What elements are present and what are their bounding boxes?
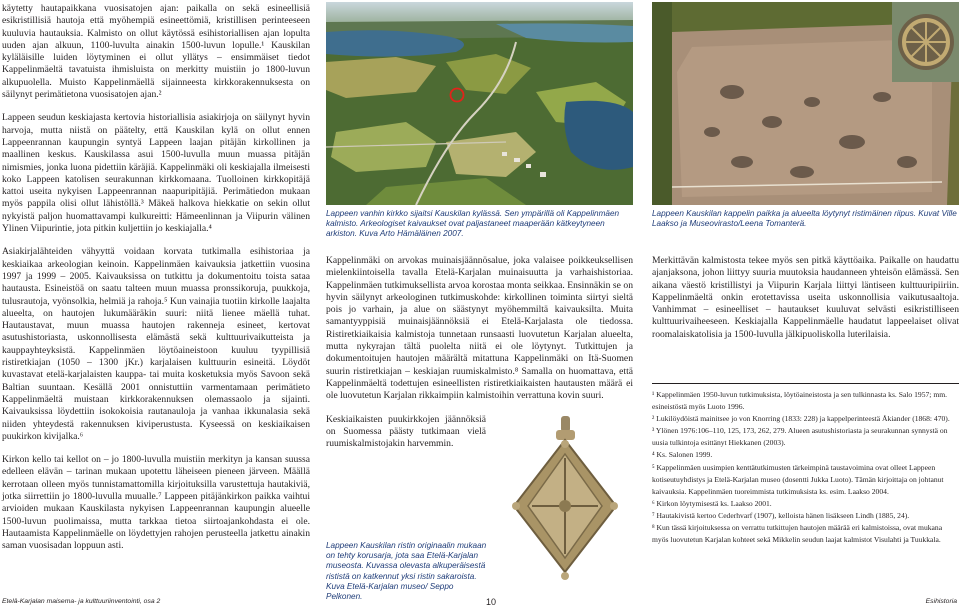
footer-publication-title: Etelä-Karjalan maisema- ja kulttuuriinventointi, osa 2 — [2, 598, 161, 605]
paragraph: Merkittävän kalmistosta tekee myös sen pitkä käyttöaika. Paikalle on haudattu ajanjaksona, johon liittyy suuria muutoksia haudanneen yhteisön elämässä. Sen aikana väestö kristillistyi ja Viipurin Karjala liittyi läntiseen kulttuuripiiriin. Kappelinmäeltä onkin erotettavissa useita uskonnollisia vaikutusaaltoja. Vanhimmat – esineelliset – hautaukset kuuluvat selvästi esikristilliseen kulttuurivaiheeseen. Keskiajalla Kappelinmäelle haudatut lappeelaiset olivat roomalaiskatolisia ja 1500-luvulla jälkipuoliskolla luterilaisia. — [652, 255, 959, 340]
footnote: ³ Ylönen 1976:106–110, 125, 173, 262, 279. Alueen asutushistoriasta ja seurakunnan synnystä on uusia tulkintoja esittänyt Hiekkanen (2003). — [652, 426, 948, 448]
paragraph: Kappelinmäki on arvokas muinaisjäännösalue, joka valaisee poikkeuksellisen mielenkiintoisella tavalla Etelä-Karjalan muinaisuutta ja varhaishistoriaa. Kappelinmäen tutkimuksellista arvoa korostaa monta seikkaa. Ensinnäkin se on hyvin säilynyt arkeologinen tutkimuskohde: kirkollinen toiminta siirtyi sieltä pois jo varhain, ja alue on säästynyt myöhemmiltä kaivauksilta. Muita samantyyppisiä muinaisjäännöksiä ei Etelä-Karjalasta ole tiedossa. Ristiretkiaikaisia kalmistoja tunnetaan runsaasti luovutetun Karjalan alueelta, mutta nykyrajan tältä puolelta niitä ei ole löytynyt. Tutkittujen ja dokumentoitujen hautojen määrältä mitattuna Kappelinmäki on Itä-Suomen suurin ristiretkiajan – keskiajan ruumiskalmisto.⁸ Samalla on huomattava, että Kappelinmäeltä todettujen esineellisten ristiretkiaikaisten hautausten määrä ei ole luovutetun Karjalan rikkaimpiin kalmistoihin verrattuna kovin suuri. — [326, 255, 633, 402]
excavation-photo-illustration — [652, 2, 959, 205]
pendant-photo — [498, 414, 636, 610]
footer-section-title: Esihistoria — [925, 598, 957, 605]
footnotes — [652, 389, 959, 546]
paragraph: Asiakirjalähteiden vähyyttä voidaan korvata tutkimalla esihistoriaa ja keskiaikaa arkeologian keinoin. Kappelinmäen kaivauksia jatkettiin vuosina 1997 ja 1999 – 2005. Kaivauksissa on tutkittu ja dokumentoitu toista sataa hautausta. Esineistöä on saatu talteen muun muassa pronssikoruja, puukkoja, tulusrautoja, vyönsolkia, helmiä ja rahoja.⁵ Kun vainajia tuotiin kirkolle laajalta alueelta, on hautojen lukumääräkin suuri: niitä lienee mäellä tuhat. Hautaustavat, muun muassa hautojen rakenneja esineet, kertovat asutushistoriasta, uskonnollisesta elämästä sekä kulttuurivaikutteista ja kauppayhteyksistä. Kappelinmäen löytöaineistoon kuuluu tyypillisiä ristiretkiajan (1050 – 1300 jKr.) karjalaisen kulttuurin esineitä. Löydöt kuvastavat etelä-karjalaisten kauppa- tai muita kosketuksia myös Savoon sekä Baltian suuntaan. Kesällä 2001 onnistuttiin varmentamaan perimätieto Kappelinmäeltä muistaan kirkkorakennuksen olemassaolo ja sijainti. Kaivauksissa löydettiin isokokoisia rautanauloja ja vanhaa ikkunalasia sekä niiden yhteydestä rakennuksen kiviperustusta. Kyseessä on keskiaikaisen puukirkon kivijalka.⁶ — [2, 246, 310, 442]
footnote: ⁴ Ks. Salonen 1999. — [652, 450, 713, 460]
excavation-photo-caption: Lappeen Kauskilan kappelin paikka ja alueelta löytynyt ristimäinen riipus. Kuvat Ville Laakso ja Museovirasto/Leena Tomanterä. — [652, 209, 957, 229]
page-number: 10 — [486, 597, 497, 607]
paragraph: Keskiaikaisten puukirkkojen jäännöksiä on Suomessa päästy tutkimaan vielä ruumiskalmistojakin harvemmin. — [326, 413, 486, 450]
footnote: ¹ Kappelinmäen 1950-luvun tutkimuksista, löytöaineistosta ja sen tulkinnasta ks. Salo 1957; mm. esineistöstä myös Luoto 1996. — [652, 390, 948, 412]
excavation-photo — [652, 2, 959, 205]
pendant-photo-caption: Lappeen Kauskilan ristin originaalin mukaan on tehty korusarja, jota saa Etelä-Karjalan museosta. Kuvassa olevasta alkuperäisestä rististä on katkennut yksi ristin sakaroista. Kuva Etelä-Karjalan museo/ Seppo Pelkonen. — [326, 541, 487, 602]
footnote-divider — [652, 383, 959, 384]
aerial-photo — [326, 2, 633, 205]
footnote: ⁵ Kappelinmäen uusimpien kenttätutkimusten tärkeimpinä taustavoimina ovat olleet Lappeen kotiseutuyhdistys ja Etelä-Karjalan museo (dosentti Jukka Luoto). Tämän kirjoittaja on johtanut kaivauksia. Kappelinmäen tuoreimmista tutkimuksista ks. esim. Laakso 2004. — [652, 462, 944, 496]
left-text-column — [2, 3, 310, 563]
footnote: ⁸ Kun tässä kirjoituksessa on verrattu tutkittujen hautojen määrää eri kalmistoissa, ovat mukana myös luovutetun Karjalan kohteet sekä Mikkelin seudun laajat kalmistot Visulahti ja Tuukkala. — [652, 523, 943, 545]
cross-pendant-inset — [898, 14, 954, 70]
footnote: ⁷ Hautakivistä kertoo Cederhvarf (1907), kelloista hänen lisäkseen Lindh (1885, 24). — [652, 510, 910, 520]
paragraph: Kirkon kello tai kellot on – jo 1800-luvulla muistiin merkityn ja kansan suussa edelleen elävän – tarinan mukaan upotettu läheiseen pieneen järveen. Määllä kerrotaan olleen myös tunnistamattomilla kirjoituksilla varustettuja hautakiviä, jotka siirrettiin jo 1800-luvulla muualle.⁷ Lappeen pitäjänkirkon paikka vaihtui arvioiden mukaan Kauskilasta nykyisen Lappeenrannan kaupungin alueelle 1500-luvun puolimaissa, mutta tarkkaa tietoa siirtoajankohdasta ei ole. Hautaamista Kappelinmäelle on löydettyjen rahojen perusteella jatkettu ainakin saman vuosisadan loppuun asti. — [2, 454, 310, 552]
footnote: ² Lukilöydöistä mainitsee jo von Knorring (1833: 228) ja kappelperinteestä Åkiander (1868: 470). — [652, 414, 950, 424]
footnote: ⁶ Kirkon löytymisestä ks. Laakso 2001. — [652, 498, 772, 508]
aerial-photo-caption: Lappeen vanhin kirkko sijaitsi Kauskilan kylässä. Sen ympärillä oli Kappelinmäen kalmisto. Arkeologiset kaivaukset ovat paljastaneet maaperään kätkeytyneen arkiston. Kuva Arto Hämäläinen 2007. — [326, 209, 620, 239]
paragraph: käytetty hautapaikkana vuosisatojen ajan: paikalla on sekä esineellisiä esikristillisiä hautoja että myöhempiä esineettömiä, kristillisen perinteeseen kuuluvia hautauksia. Kalmisto on ollut käytössä esihistoriallisen ajan lopulta uuden ajan alkuun, 1100-luvulta ainakin 1500-luvun lopulle.¹ Kauskilan kyläläisille luiden löytyminen ei ollut yllätys – ensimmäiset tiedot Kappelinmäeltä tavatuista ihmisluista on merkitty muistiin jo 1800-luvun alkupuolella. Muisto Kappelinmäellä sijainneesta kirkkorakennuksesta on säilynyt perimätietona vuosisatojen ajan.² — [2, 3, 310, 101]
paragraph: Lappeen seudun keskiajasta kertovia historiallisia asiakirjoja on säilynyt hyvin harvoja, mutta niistä on päätelty, että Kauskilan kylä on ollut ennen Lappeenrannan kaupungin syntyä Lappeen laajan pitäjän kirkollinen ja maallinen keskus. Kauskilassa asui 1500-luvulla muun muassa pitäjän nimismies, jonka luona pidettiin käräjiä. Kappelinmäki oli keskiajalla ilmeisesti koko Lappeen katolisen seurakunnan kirkkomaana. Tuolloinen kirkkopitäjä kattoi useita nykyisen Lappeenrannan naapuripitäjiä. Perimätiedon mukaan myös pappila olisi ollut lähistöllä.³ Mäkeä halkova hiekkatie on sekin ollut nykyistä paljon huomattavampi kulkureitti: Hämeenlinnan ja Viipurin välinen Ylinen Viipurintie, jota pitkin kuljettiin jo keskiajalla.⁴ — [2, 112, 310, 235]
aerial-photo-illustration — [326, 2, 633, 205]
cross-pendant-icon — [498, 414, 636, 610]
right-text-column — [652, 255, 959, 352]
